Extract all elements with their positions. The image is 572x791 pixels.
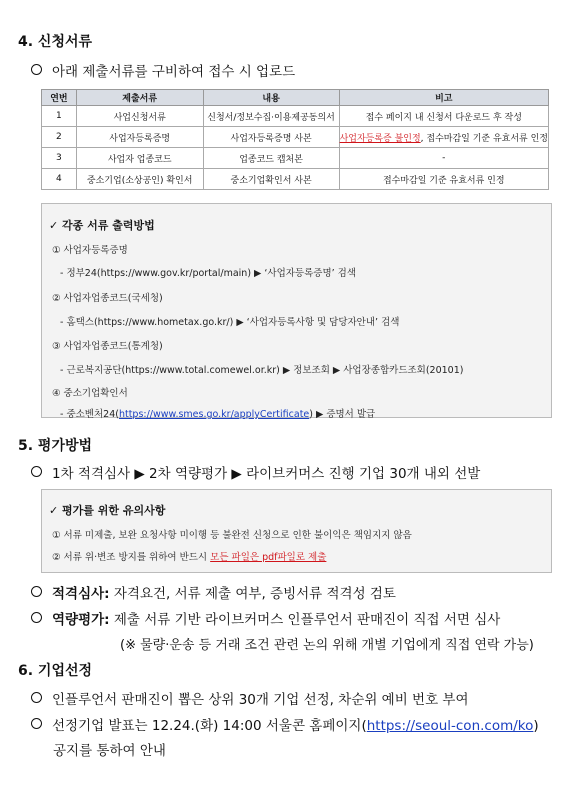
table-cell: 접수 페이지 내 신청서 다운로드 후 작성 (339, 106, 548, 127)
section-4-title: 4. 신청서류 (18, 34, 93, 50)
circle-bullet-icon (31, 612, 42, 623)
table-cell: 사업자등록증 불인정, 접수마감일 기준 유효서류 인정 (339, 127, 548, 148)
table-row (42, 148, 549, 169)
table-cell: 1 (42, 106, 77, 127)
circle-bullet-icon (31, 586, 42, 597)
notice-item: ② 서류 위·변조 방지를 위하여 반드시 모든 파일은 pdf파일로 제출 (52, 552, 327, 563)
print-item-label: ③ 사업자업종코드(통계청) (52, 341, 163, 352)
circle-bullet-icon (31, 718, 42, 729)
table-header: 연번 (42, 90, 77, 106)
section-6-title: 6. 기업선정 (18, 663, 93, 679)
sec5-bullet: 역량평가: 제출 서류 기반 라이브커머스 인플루언서 판매진이 직접 서면 심사 (31, 608, 500, 628)
documents-table (41, 89, 549, 190)
seoul-con-link[interactable]: https://seoul-con.com/ko (366, 718, 534, 734)
red-note: 모든 파일은 pdf파일로 제출 (210, 552, 327, 563)
print-item-label: ① 사업자등록증명 (52, 245, 128, 256)
table-cell: 3 (42, 148, 77, 169)
table-cell: 접수마감일 기준 유효서류 인정 (339, 169, 548, 190)
print-item-detail: - 홈택스(https://www.hometax.go.kr/) ▶ ‘사업자등록사항 및 담당자안내’ 검색 (60, 317, 400, 328)
sec5-bullet: 1차 적격심사 ▶ 2차 역량평가 ▶ 라이브커머스 진행 기업 30개 내외 선발 (31, 462, 480, 482)
print-item-label: ② 사업자업종코드(국세청) (52, 293, 163, 304)
table-cell: 중소기업확인서 사본 (203, 169, 339, 190)
notice-item: ① 서류 미제출, 보완 요청사항 미이행 등 불완전 신청으로 인한 불이익은 책임지지 않음 (52, 530, 412, 541)
sec6-bullet: 인플루언서 판매진이 뽑은 상위 30개 기업 선정, 차순위 예비 번호 부여 (31, 688, 469, 708)
table-header: 내용 (203, 90, 339, 106)
table-cell: 사업자등록증명 사본 (203, 127, 339, 148)
print-item-detail: - 중소벤처24(https://www.smes.go.kr/applyCertificate) ▶ 증명서 발급 (60, 409, 376, 420)
table-cell: 사업자등록증명 (76, 127, 203, 148)
notice-box (41, 489, 552, 573)
section-5-title: 5. 평가방법 (18, 438, 93, 454)
print-item-label: ④ 중소기업확인서 (52, 388, 128, 399)
sec5-bullet: 적격심사: 자격요건, 서류 제출 여부, 증빙서류 적격성 검토 (31, 582, 396, 602)
table-cell: 2 (42, 127, 77, 148)
table-row (42, 127, 549, 148)
table-cell: 업종코드 캡처본 (203, 148, 339, 169)
table-row (42, 169, 549, 190)
table-row (42, 106, 549, 127)
circle-bullet-icon (31, 466, 42, 477)
red-note: 사업자등록증 불인정 (339, 133, 421, 144)
table-cell: 신청서/정보수집·이용제공동의서 (203, 106, 339, 127)
table-cell: - (339, 148, 548, 169)
table-cell: 4 (42, 169, 77, 190)
print-method-title: ✓ 각종 서류 출력방법 (49, 219, 155, 232)
notice-title: ✓ 평가를 위한 유의사항 (49, 504, 166, 517)
print-method-box (41, 203, 552, 418)
print-item-detail: - 근로복지공단(https://www.total.comewel.or.kr) ▶ 정보조회 ▶ 사업장종합카드조회(20101) (60, 365, 464, 376)
print-item-detail: - 정부24(https://www.gov.kr/portal/main) ▶ ‘사업자등록증명’ 검색 (60, 268, 357, 279)
smes-link[interactable]: https://www.smes.go.kr/applyCertificate (118, 409, 310, 420)
sec6-line2: 공지를 통하여 안내 (53, 743, 166, 759)
sec5-note: (※ 물량·운송 등 거래 조건 관련 논의 위해 개별 기업에게 직접 연락 가능) (120, 638, 534, 653)
table-header-row (42, 90, 549, 106)
table-header: 제출서류 (76, 90, 203, 106)
table-cell: 중소기업(소상공인) 확인서 (76, 169, 203, 190)
sec4-bullet: 아래 제출서류를 구비하여 접수 시 업로드 (31, 60, 295, 80)
table-header: 비고 (339, 90, 548, 106)
table-cell: 사업자 업종코드 (76, 148, 203, 169)
table-cell: 사업신청서류 (76, 106, 203, 127)
sec6-bullet: 선정기업 발표는 12.24.(화) 14:00 서울콘 홈페이지(https://seoul-con.com/ko) (31, 714, 539, 734)
circle-bullet-icon (31, 64, 42, 75)
circle-bullet-icon (31, 692, 42, 703)
